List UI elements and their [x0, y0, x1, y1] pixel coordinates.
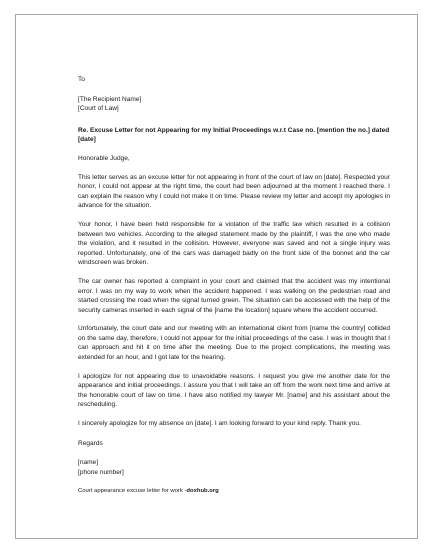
to-label: To — [78, 76, 85, 83]
sender-name: [name] — [78, 459, 99, 467]
sender-phone: [phone number] — [78, 468, 124, 476]
paragraph-5: I apologize for not appearing due to unavoidable reasons. I request you give me another date for the appearance and initial proceedings. I assure you that I will take an off from the work next time and arrive at the honorable court of law on time. I have also notified my lawyer Mr. [name] and his assistant about the rescheduling. — [78, 372, 390, 409]
paragraph-6: I sincerely apologize for my absence on [date]. I am looking forward to your kind reply. Thank you. — [78, 420, 361, 428]
recipient-name: [The Recipient Name] — [78, 95, 142, 103]
letter-closing: Regards — [78, 439, 103, 447]
page-footer — [78, 487, 390, 497]
letter-greeting: Honorable Judge, — [78, 154, 130, 162]
letter-subject: Re. Excuse Letter for not Appearing for my Initial Proceedings w.r.t Case no. [mention the no.] dated [date] — [78, 126, 390, 144]
footer-brand: doxhub.org — [186, 488, 219, 495]
paragraph-4: Unfortunately, the court date and our meeting with an international client from [name the country] collided on the same day, therefore, I could not appear for the initial proceedings of the case. I was in thought that I can approach and hit it on time after the meeting. Due to the project complications, the meeting was extended for an hour, and I got late for the hearing. — [78, 325, 390, 362]
signature-block — [78, 458, 390, 477]
letter-body — [78, 75, 390, 497]
recipient-court: [Court of Law] — [78, 105, 119, 113]
paragraph-1: This letter serves as an excuse letter for not appearing in front of the court of law on [date]. Respected your honor, I could not appear at the right time, the court had been adjourned at the moment I reached there. I can explain the reason why I could not make it on time. Please review my letter and accept my apologies in advance for the situation. — [78, 173, 390, 210]
paragraph-2: Your honor, I have been held responsible for a violation of the traffic law which resulted in a collision between two vehicles. According to the alleged statement made by the plaintiff, I was the one who made the violation, and it resulted in the collision. However, everyone was saved and not a single injury was reported. Unfortunately, one of the cars was damaged badly on the front side of the bonnet and the car windscreen was broken. — [78, 220, 390, 267]
document-page — [15, 14, 418, 539]
paragraph-3: The car owner has reported a complaint in your court and claimed that the accident was my intentional error. I was on my way to work when the accident happened. I was walking on the pedestrian road and started crossing the road when the signal turned green. The situation can be accessed with the help of the security cameras inserted in each signal of the [name the location] square where the accident occurred. — [78, 277, 390, 314]
footer-text: Court appearance excuse letter for work - — [78, 488, 187, 495]
